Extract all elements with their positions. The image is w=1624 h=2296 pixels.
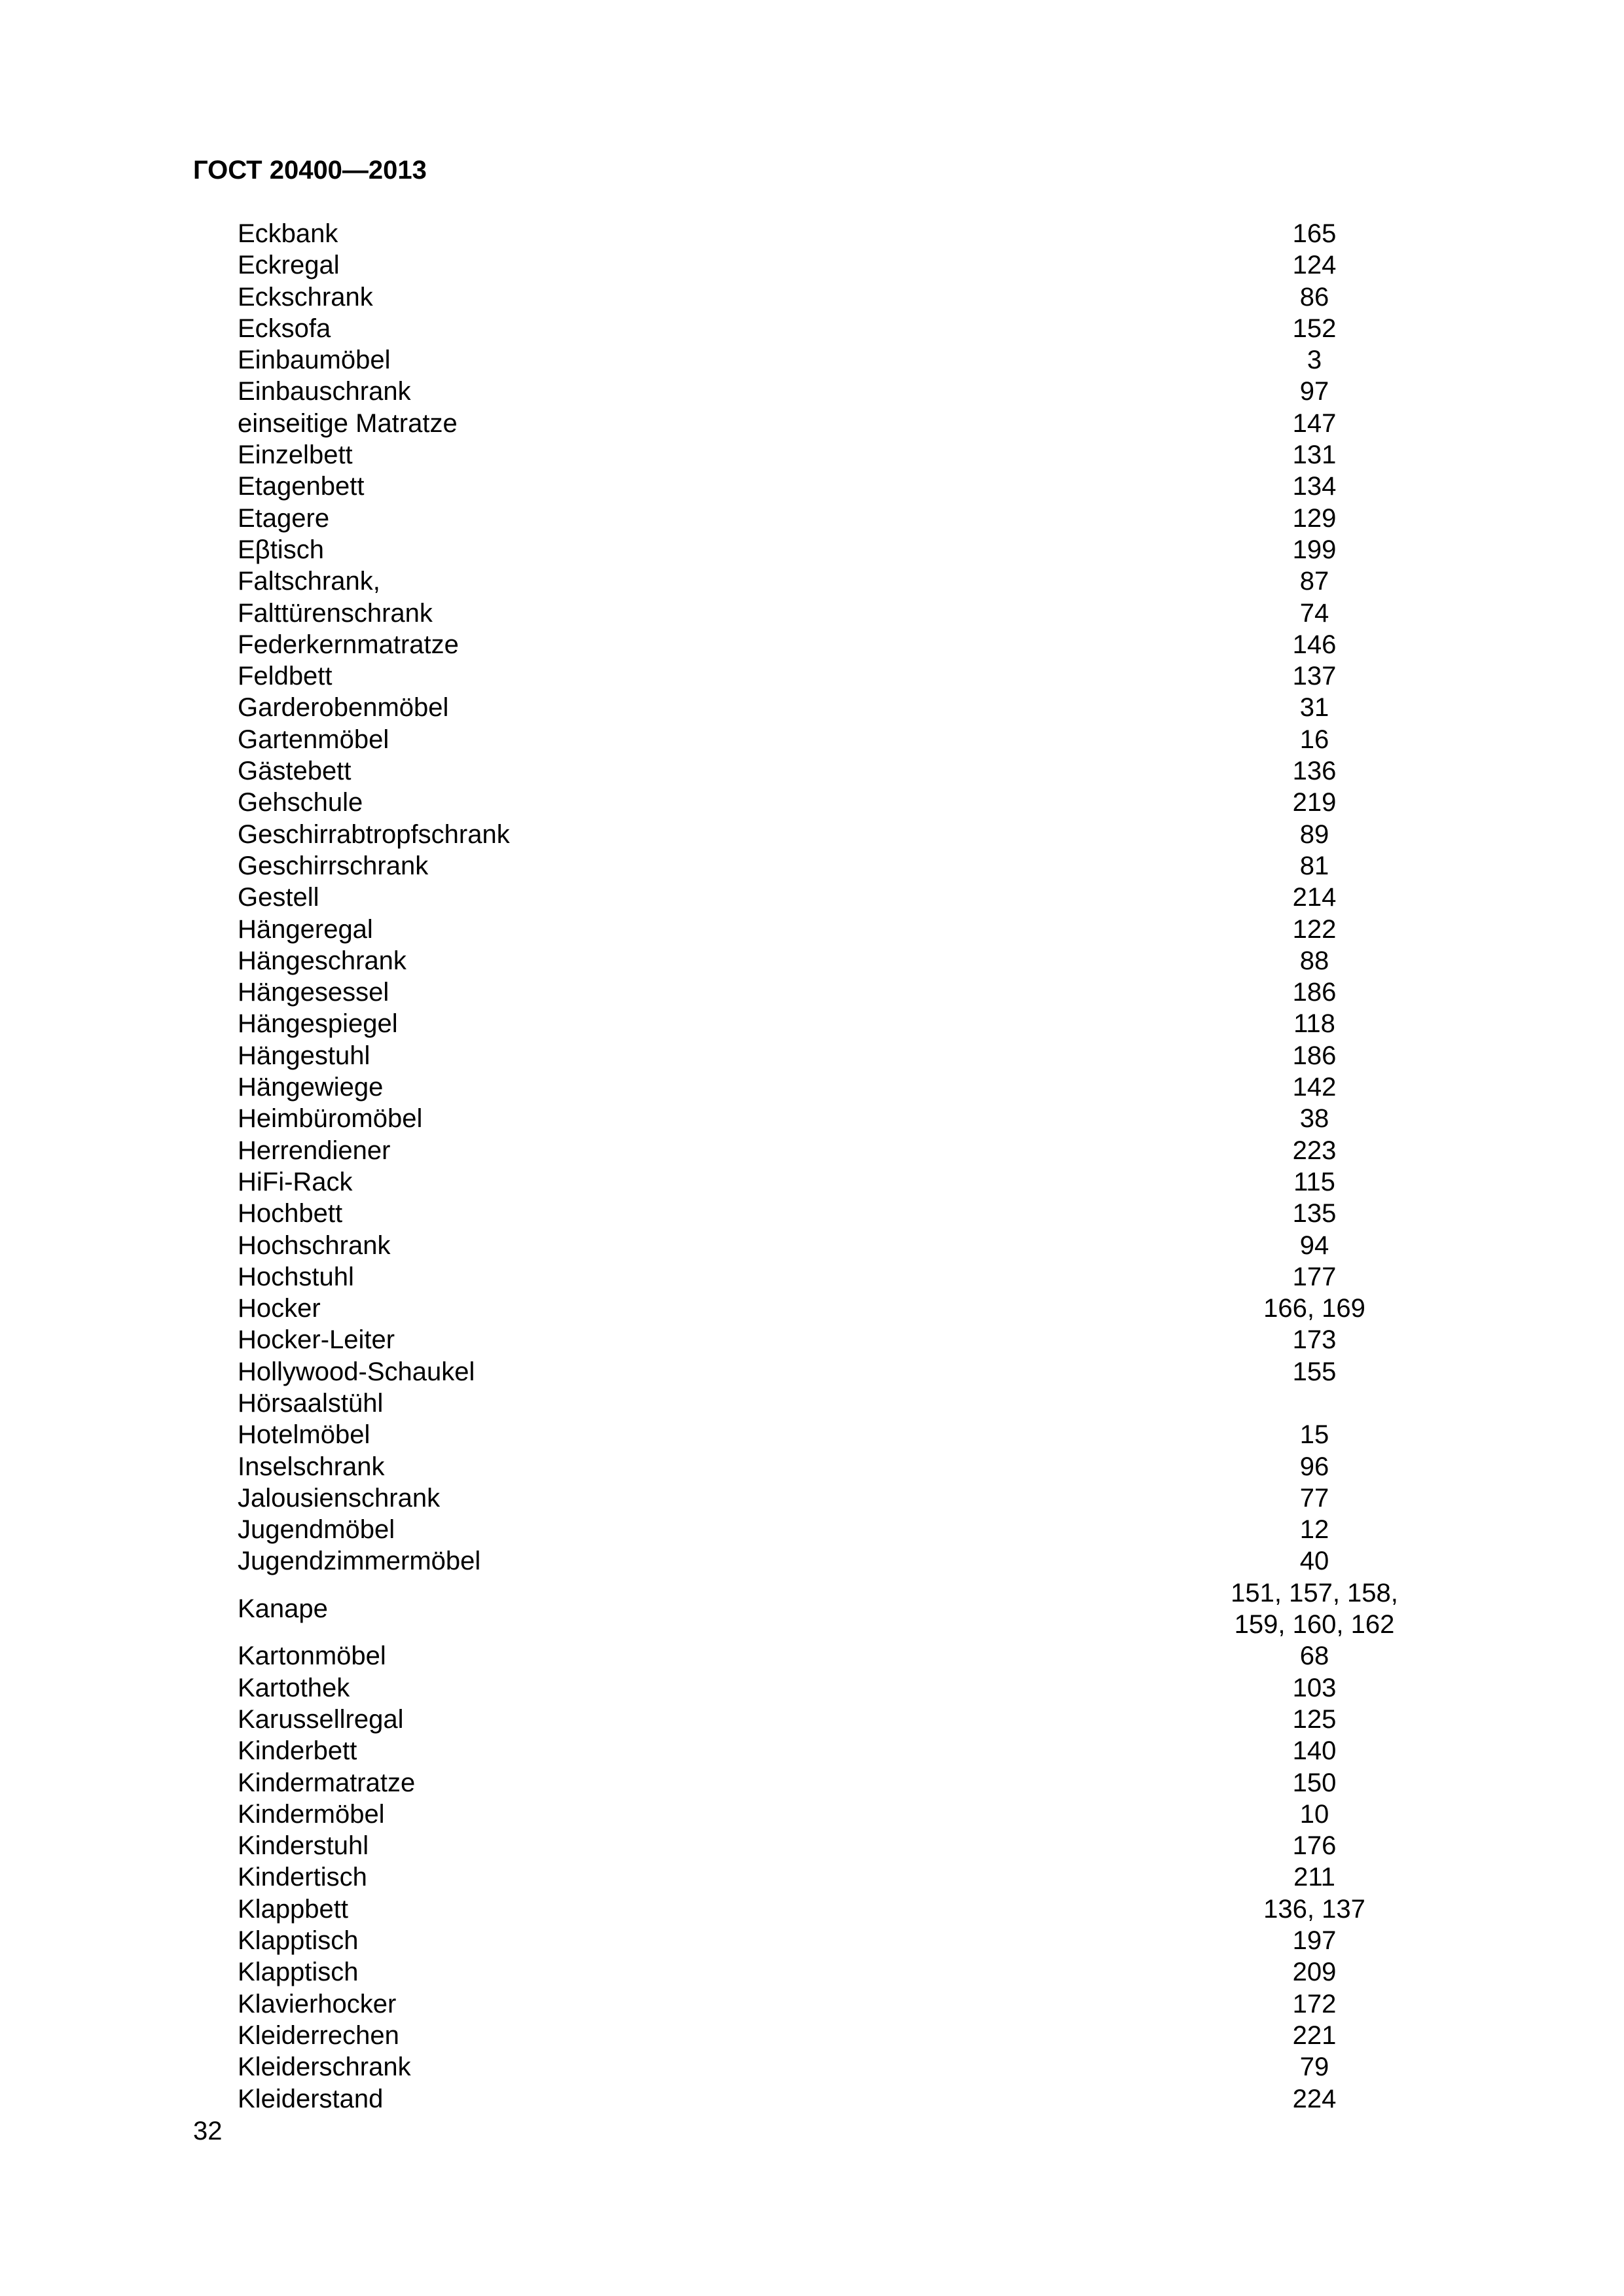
index-entry-pages: 118 (1293, 1009, 1335, 1039)
index-entry (238, 1861, 1462, 1893)
index-entry-pages: 150 (1292, 1768, 1337, 1797)
index-entry-pages: 136 (1292, 757, 1337, 786)
index-entry-term: Kartothek (238, 1673, 350, 1702)
index-entry-pages: 3 (1307, 346, 1322, 375)
index-entry-pages: 137 (1292, 662, 1337, 691)
index-entry (238, 1419, 1462, 1450)
index-entry-pages: 151, 157, 158, 159, 160, 162 (1231, 1578, 1398, 1640)
index-entry (238, 819, 1462, 850)
index-entry (238, 629, 1462, 660)
index-entry-pages: 68 (1299, 1641, 1329, 1671)
index-entry-pages: 86 (1299, 282, 1329, 312)
index-entry (238, 1956, 1462, 1988)
index-entry (238, 534, 1462, 565)
index-entry-term: Hängespiegel (238, 1009, 398, 1039)
index-entry-term: Hollywood-Schaukel (238, 1357, 475, 1386)
index-entry-pages: 146 (1292, 630, 1337, 659)
index-entry-pages: 166, 169 (1263, 1294, 1365, 1323)
index-entry (238, 882, 1462, 913)
index-entry-pages: 165 (1292, 219, 1337, 248)
index-entry (238, 1008, 1462, 1039)
index-entry-term: Etagere (238, 503, 330, 533)
index-entry-term: Falttürenschrank (238, 598, 433, 628)
index-entry-pages: 81 (1299, 851, 1329, 880)
document-header-title: ГОСТ 20400—2013 (193, 156, 427, 185)
index-entry (238, 1672, 1462, 1704)
index-entry-pages: 115 (1293, 1167, 1335, 1196)
index-entry (238, 344, 1462, 376)
index-entry (238, 1988, 1462, 2020)
index-entry-term: Hängeregal (238, 914, 373, 944)
index-entry-term: Jugendzimmermöbel (238, 1547, 481, 1576)
index-entry-pages: 197 (1292, 1926, 1337, 1956)
index-entry-pages: 122 (1292, 914, 1337, 944)
index-entry-term: Kindertisch (238, 1863, 367, 1892)
index-entry-term: Gästebett (238, 757, 352, 786)
index-list (238, 218, 1462, 2115)
index-entry-term: Federkernmatratze (238, 630, 459, 659)
index-entry (238, 1071, 1462, 1103)
index-entry-pages: 129 (1292, 503, 1337, 533)
index-entry-term: Kindermöbel (238, 1799, 385, 1829)
index-entry-term: Heimbüromöbel (238, 1104, 423, 1134)
index-entry (238, 1514, 1462, 1545)
index-entry (238, 787, 1462, 818)
index-entry-term: einseitige Matratze (238, 408, 458, 438)
index-entry-term: Jalousienschrank (238, 1483, 441, 1513)
index-entry-term: Klapptisch (238, 1958, 359, 1987)
index-entry-term: Kleiderrechen (238, 2020, 399, 2050)
index-entry-term: Hocker-Leiter (238, 1325, 395, 1355)
index-entry (238, 1735, 1462, 1767)
index-entry-pages: 96 (1299, 1452, 1329, 1481)
index-entry-term: Eβtisch (238, 535, 324, 564)
index-entry-term: Kindermatratze (238, 1768, 416, 1797)
index-entry-pages: 173 (1292, 1325, 1337, 1355)
index-entry (238, 1135, 1462, 1166)
index-entry (238, 945, 1462, 977)
index-entry-term: Klavierhocker (238, 1989, 397, 2018)
index-entry-term: Hochschrank (238, 1230, 391, 1260)
index-entry (238, 1482, 1462, 1514)
index-entry-pages: 15 (1299, 1420, 1329, 1450)
index-entry (238, 1640, 1462, 1672)
index-entry-term: Garderobenmöbel (238, 693, 449, 723)
index-entry-term: Hängestuhl (238, 1041, 370, 1070)
index-entry-pages: 125 (1292, 1704, 1337, 1734)
index-entry-pages: 87 (1299, 567, 1329, 596)
index-entry-term: Herrendiener (238, 1136, 391, 1165)
index-entry-pages: 147 (1292, 408, 1337, 438)
index-entry-term: Hängewiege (238, 1073, 384, 1102)
index-entry (238, 1103, 1462, 1134)
page-number: 32 (193, 2117, 223, 2145)
index-entry-term: Kanape (238, 1594, 328, 1623)
index-entry (238, 1451, 1462, 1482)
index-entry-term: Kartonmöbel (238, 1641, 386, 1671)
index-entry-term: Eckregal (238, 251, 340, 280)
index-entry (238, 503, 1462, 534)
index-entry-pages: 221 (1292, 2020, 1337, 2050)
index-entry (238, 724, 1462, 755)
index-entry-pages: 12 (1299, 1515, 1329, 1545)
index-entry (238, 1198, 1462, 1229)
index-entry-pages: 209 (1292, 1958, 1337, 1987)
index-entry-pages: 38 (1299, 1104, 1329, 1134)
index-entry-pages (1167, 1388, 1462, 1419)
index-entry (238, 1261, 1462, 1293)
index-entry-pages: 88 (1299, 946, 1329, 975)
index-entry-pages: 219 (1292, 788, 1337, 817)
index-entry-term: Einbauschrank (238, 377, 411, 406)
index-entry-term: Feldbett (238, 662, 333, 691)
index-entry (238, 598, 1462, 629)
index-entry-term: Hörsaalstühl (238, 1388, 384, 1418)
index-entry-term: Gartenmöbel (238, 725, 389, 754)
index-entry-term: Geschirrabtropfschrank (238, 819, 510, 849)
index-entry-term: Geschirrschrank (238, 851, 429, 880)
index-entry (238, 1293, 1462, 1324)
index-entry-pages: 131 (1292, 440, 1337, 470)
index-entry-term: Faltschrank, (238, 567, 380, 596)
index-entry (238, 376, 1462, 407)
index-entry-term: Einzelbett (238, 440, 353, 470)
index-entry-pages: 10 (1299, 1799, 1329, 1829)
index-entry-term: Hängesessel (238, 978, 389, 1007)
index-entry (238, 408, 1462, 439)
index-entry-pages: 103 (1292, 1673, 1337, 1702)
index-entry (238, 1830, 1462, 1861)
index-entry (238, 2020, 1462, 2051)
index-entry-pages: 136, 137 (1263, 1894, 1365, 1924)
index-entry (238, 692, 1462, 723)
index-entry-term: Etagenbett (238, 472, 365, 501)
index-entry (238, 1040, 1462, 1071)
index-entry (238, 914, 1462, 945)
index-entry-term: Karussellregal (238, 1704, 404, 1734)
index-entry (238, 218, 1462, 249)
index-entry-term: Kinderstuhl (238, 1831, 369, 1861)
index-entry-pages: 155 (1292, 1357, 1337, 1386)
index-entry (238, 1545, 1462, 1577)
index-entry (238, 1799, 1462, 1830)
index-entry-term: Ecksofa (238, 314, 331, 343)
index-entry-pages: 135 (1292, 1199, 1337, 1229)
index-entry-pages: 211 (1293, 1863, 1335, 1892)
index-entry (238, 1356, 1462, 1388)
index-entry-pages: 224 (1292, 2084, 1337, 2113)
index-entry (238, 281, 1462, 313)
index-entry-pages: 134 (1292, 472, 1337, 501)
index-entry-pages: 223 (1292, 1136, 1337, 1165)
index-entry (238, 1230, 1462, 1261)
index-entry (238, 565, 1462, 597)
index-entry-pages: 177 (1292, 1262, 1337, 1291)
index-entry-pages: 214 (1292, 883, 1337, 912)
index-entry-term: Hochstuhl (238, 1262, 354, 1291)
index-entry-term: Gestell (238, 883, 319, 912)
index-entry (238, 471, 1462, 502)
index-entry-term: Einbaumöbel (238, 346, 391, 375)
index-entry-pages: 142 (1292, 1073, 1337, 1102)
index-entry-pages: 186 (1292, 978, 1337, 1007)
index-entry (238, 1767, 1462, 1799)
index-entry-pages: 97 (1299, 377, 1329, 406)
index-entry-pages: 172 (1292, 1989, 1337, 2018)
index-entry-term: Klapptisch (238, 1926, 359, 1956)
index-entry (238, 1893, 1462, 1925)
index-entry (238, 1704, 1462, 1735)
index-entry-term: Inselschrank (238, 1452, 385, 1481)
index-entry-term: Hängeschrank (238, 946, 406, 975)
index-entry-pages: 94 (1299, 1230, 1329, 1260)
index-entry-term: Eckschrank (238, 282, 373, 312)
index-entry-pages: 16 (1299, 725, 1329, 754)
index-entry-pages: 152 (1292, 314, 1337, 343)
index-entry (238, 1577, 1462, 1641)
index-entry-pages: 31 (1299, 693, 1329, 723)
index-entry-pages: 199 (1292, 535, 1337, 564)
index-entry (238, 313, 1462, 344)
index-entry-term: Kleiderstand (238, 2084, 384, 2113)
index-entry-term: Hochbett (238, 1199, 343, 1229)
index-entry-term: Hotelmöbel (238, 1420, 370, 1450)
index-entry-pages: 186 (1292, 1041, 1337, 1070)
index-entry (238, 1324, 1462, 1355)
index-entry (238, 2083, 1462, 2115)
index-entry-term: Kleiderschrank (238, 2053, 411, 2082)
index-entry-pages: 176 (1292, 1831, 1337, 1861)
index-entry-pages: 124 (1292, 251, 1337, 280)
index-entry-term: Hocker (238, 1294, 321, 1323)
index-entry (238, 1166, 1462, 1198)
index-entry-term: Klappbett (238, 1894, 349, 1924)
index-entry (238, 977, 1462, 1008)
index-entry (238, 439, 1462, 471)
index-entry-term: Eckbank (238, 219, 338, 248)
index-entry-pages: 40 (1299, 1547, 1329, 1576)
index-entry-term: Gehschule (238, 788, 363, 817)
index-entry-pages: 74 (1299, 598, 1329, 628)
index-entry-term: HiFi-Rack (238, 1167, 353, 1196)
index-entry (238, 755, 1462, 787)
index-entry (238, 249, 1462, 281)
index-entry-pages: 140 (1292, 1736, 1337, 1766)
index-entry-pages: 79 (1299, 2053, 1329, 2082)
index-entry (238, 1388, 1462, 1419)
index-entry (238, 850, 1462, 882)
index-entry-term: Jugendmöbel (238, 1515, 395, 1545)
index-entry (238, 2051, 1462, 2083)
index-entry-pages: 77 (1299, 1483, 1329, 1513)
index-entry (238, 1925, 1462, 1956)
index-entry-pages: 89 (1299, 819, 1329, 849)
index-entry (238, 660, 1462, 692)
index-entry-term: Kinderbett (238, 1736, 357, 1766)
